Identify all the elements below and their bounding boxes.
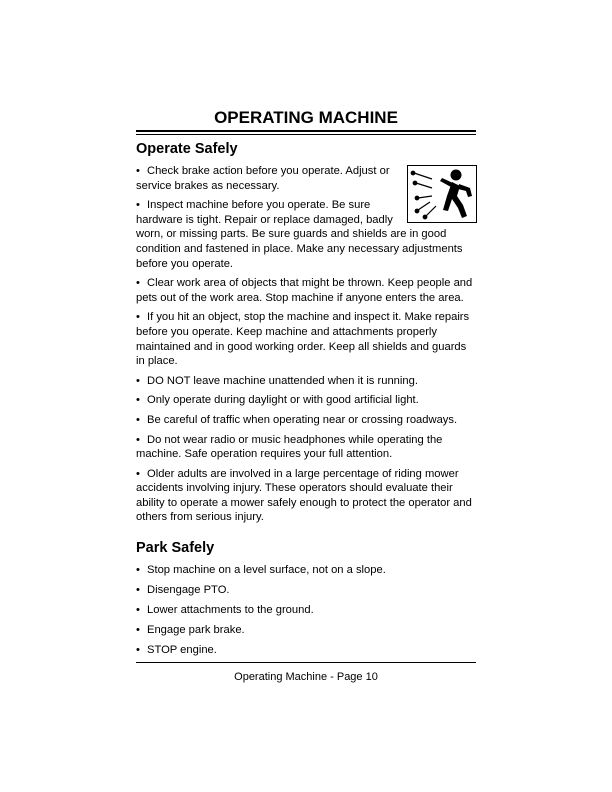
list-item: • Lower attachments to the ground. bbox=[136, 603, 314, 616]
list-item: • DO NOT leave machine unattended when it is running. bbox=[136, 374, 418, 387]
list-item: • Clear work area of objects that might be thrown. Keep people and pets out of the work area. Stop machine if anyone enters the area. bbox=[136, 277, 473, 304]
bullet: • bbox=[136, 623, 140, 636]
bullet: • bbox=[136, 467, 140, 480]
bullet: • bbox=[136, 413, 140, 426]
list-item: • Do not wear radio or music headphones while operating the machine. Safe operation requires your full attention. bbox=[136, 433, 443, 461]
section-heading: Operate Safely bbox=[136, 141, 238, 157]
bullet: • bbox=[136, 165, 140, 177]
page-footer: Operating Machine - Page 10 bbox=[234, 671, 378, 683]
list-item: • Inspect machine before you operate. Be sure hardware is tight. Repair or replace damaged, badly worn, or missing parts. Be sure guards and shields are in good condition and fastened in place. Make any necessary adjustments before you operate. bbox=[136, 199, 463, 270]
list-item: • Only operate during daylight or with good artificial light. bbox=[136, 394, 419, 407]
bullet: • bbox=[136, 433, 140, 446]
title-rule-top bbox=[136, 130, 476, 132]
bullet: • bbox=[136, 199, 140, 212]
list-item: • Check brake action before you operate. Adjust or service brakes as necessary. bbox=[136, 165, 390, 192]
bullet: • bbox=[136, 603, 140, 616]
bullet: • bbox=[136, 374, 140, 387]
bullet: • bbox=[136, 277, 140, 290]
page-title: OPERATING MACHINE bbox=[214, 108, 398, 127]
list-item: • Engage park brake. bbox=[136, 623, 245, 636]
bullet: • bbox=[136, 583, 140, 596]
list-item: • Disengage PTO. bbox=[136, 583, 230, 596]
park-safely-section bbox=[136, 540, 478, 662]
list-item: • Be careful of traffic when operating near or crossing roadways. bbox=[136, 413, 458, 426]
thrown-object-hazard-icon bbox=[407, 165, 477, 223]
bullet: • bbox=[136, 311, 140, 324]
list-item: • Older adults are involved in a large percentage of riding mower accidents involving injury. These operators should evaluate their ability to operate a mower safely enough to protect the operator and others from serious injury. bbox=[136, 467, 472, 524]
section-heading: Park Safely bbox=[136, 540, 215, 556]
bullet: • bbox=[136, 643, 140, 656]
bullet: • bbox=[136, 394, 140, 407]
bullet: • bbox=[136, 564, 140, 576]
footer-rule bbox=[136, 662, 476, 663]
list-item: • STOP engine. bbox=[136, 643, 217, 656]
list-item: • If you hit an object, stop the machine and inspect it. Make repairs before you operate. Keep machine and attachments properly maintained and in good working order. Keep all shields and guards in place. bbox=[136, 311, 470, 368]
title-rule-bottom bbox=[136, 134, 476, 135]
list-item: • Stop machine on a level surface, not on a slope. bbox=[136, 564, 386, 576]
operate-safely-section bbox=[136, 141, 478, 530]
